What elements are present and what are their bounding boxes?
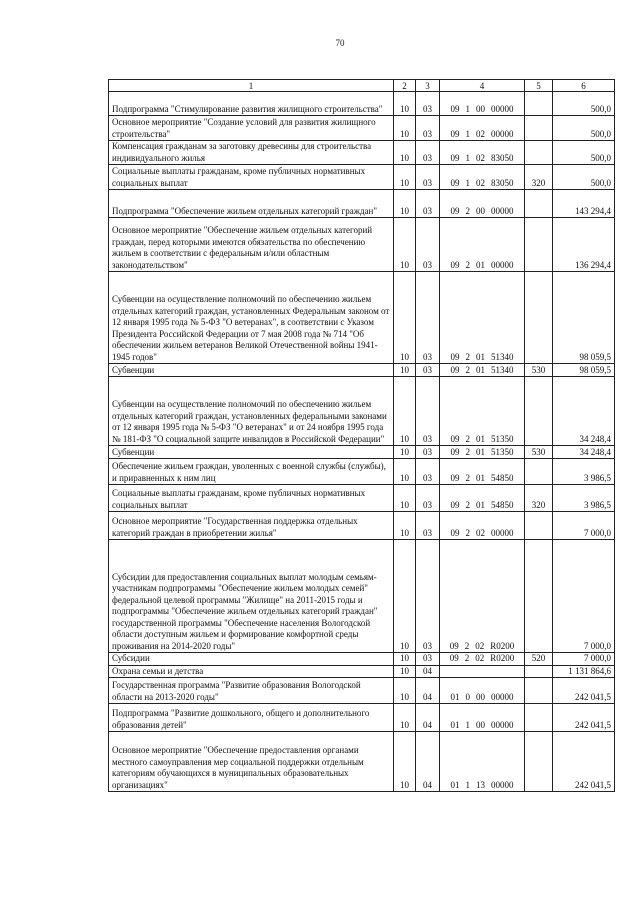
subsection-code: 03 [416, 116, 440, 141]
subsection-code: 03 [416, 446, 440, 459]
column-header: 3 [416, 80, 440, 92]
target-item-part: 00000 [491, 205, 514, 216]
table-body [109, 92, 615, 792]
amount: 7 000,0 [553, 512, 615, 540]
expense-type-code: 530 [525, 446, 553, 459]
target-item-part: 00000 [491, 103, 514, 114]
target-item-part: 01 [450, 719, 460, 730]
column-header: 6 [553, 80, 615, 92]
subsection-code: 03 [416, 485, 440, 512]
target-item-part: 01 [476, 364, 485, 375]
target-item-part: 2 [465, 351, 470, 362]
subsection-code: 03 [416, 540, 440, 653]
target-item-code [440, 364, 525, 377]
section-code: 10 [394, 732, 416, 792]
column-header: 2 [394, 80, 416, 92]
target-item-part: 1 [465, 152, 470, 163]
target-item-code [440, 704, 525, 732]
table-row [109, 459, 615, 485]
section-code: 10 [394, 364, 416, 377]
target-item-part: 09 [450, 499, 460, 510]
target-item-part: 51340 [491, 351, 514, 362]
target-item-part: 09 [450, 177, 460, 188]
target-item-part: 00 [476, 205, 485, 216]
row-name: Государственная программа "Развитие образования Вологодской области на 2013-2020 годы" [109, 678, 394, 704]
target-item-part: 09 [450, 152, 460, 163]
expense-type-code [525, 512, 553, 540]
row-name: Социальные выплаты гражданам, кроме публичных нормативных социальных выплат [109, 485, 394, 512]
amount: 3 986,5 [553, 485, 615, 512]
target-item-code [440, 540, 525, 653]
amount: 242 041,5 [553, 678, 615, 704]
section-code: 10 [394, 446, 416, 459]
target-item-part: 02 [476, 527, 485, 538]
target-item-part: 00 [476, 103, 485, 114]
amount: 98 059,5 [553, 364, 615, 377]
target-item-part: 51350 [491, 446, 514, 457]
row-name: Субвенции [109, 446, 394, 459]
table-row [109, 446, 615, 459]
amount: 34 248,4 [553, 446, 615, 459]
target-item-part: 01 [476, 446, 485, 457]
subsection-code: 03 [416, 377, 440, 446]
amount: 500,0 [553, 92, 615, 116]
target-item-part: 09 [450, 205, 460, 216]
subsection-code: 03 [416, 141, 440, 165]
row-name: Подпрограмма "Стимулирование развития жилищного строительства" [109, 92, 394, 116]
row-name: Субвенции [109, 364, 394, 377]
section-code: 10 [394, 218, 416, 272]
table-row [109, 732, 615, 792]
expense-type-code [525, 732, 553, 792]
section-code: 10 [394, 704, 416, 732]
table-row [109, 92, 615, 116]
target-item-part: 01 [476, 259, 485, 270]
target-item-part: 00 [476, 691, 485, 702]
target-item-code [440, 116, 525, 141]
target-item-part: 09 [449, 653, 459, 663]
expense-type-code [525, 459, 553, 485]
section-code: 10 [394, 141, 416, 165]
table-row [109, 190, 615, 218]
target-item-code [440, 732, 525, 792]
amount: 98 059,5 [553, 272, 615, 364]
expense-type-code [525, 678, 553, 704]
row-name: Субсидии [109, 653, 394, 666]
table-row [109, 272, 615, 364]
target-item-part: 13 [476, 779, 485, 790]
target-item-part: 09 [450, 446, 460, 457]
section-code: 10 [394, 92, 416, 116]
expense-type-code [525, 190, 553, 218]
amount: 500,0 [553, 116, 615, 141]
target-item-code [440, 512, 525, 540]
target-item-part: 2 [465, 499, 470, 510]
table-row [109, 218, 615, 272]
target-item-part: 01 [450, 691, 460, 702]
target-item-part: 2 [465, 446, 470, 457]
expense-type-code: 320 [525, 485, 553, 512]
target-item-part: 83050 [491, 152, 514, 163]
page-number: 70 [335, 38, 345, 48]
target-item-part: 2 [465, 472, 470, 483]
target-item-code [440, 165, 525, 190]
section-code: 10 [394, 272, 416, 364]
amount: 136 294,4 [553, 218, 615, 272]
target-item-part: 2 [465, 364, 470, 375]
target-item-part: 09 [450, 259, 460, 270]
subsection-code: 03 [416, 272, 440, 364]
target-item-code [440, 485, 525, 512]
target-item-part: R0200 [490, 653, 515, 663]
target-item-part: 00000 [491, 527, 514, 538]
section-code: 10 [394, 653, 416, 666]
expense-type-code [525, 540, 553, 653]
expense-type-code [525, 704, 553, 732]
section-code: 10 [394, 665, 416, 678]
row-name: Субсидии для предоставления социальных выплат молодым семьям-участникам подпрограммы "Обеспечение жильем молодых семей" федеральной целевой программы "Жилище" на 2011-2015 годы и подпрограммы "Обеспечение жильем отдельных категорий граждан" государственной программы "Обеспечение населения Вологодской области доступным жильем и формирование комфортной среды проживания на 2014-2020 годы" [109, 540, 394, 653]
target-item-part: 00000 [491, 719, 514, 730]
target-item-part: 09 [450, 527, 460, 538]
target-item-part: 01 [450, 779, 460, 790]
section-code: 10 [394, 678, 416, 704]
target-item-part: 51350 [491, 433, 514, 444]
target-item-part: 1 [465, 128, 470, 139]
target-item-part: 2 [465, 205, 470, 216]
target-item-part: 01 [476, 433, 485, 444]
target-item-part: 2 [465, 259, 470, 270]
row-name: Подпрограмма "Развитие дошкольного, общего и дополнительного образования детей" [109, 704, 394, 732]
target-item-code [440, 190, 525, 218]
target-item-part: 00000 [491, 259, 514, 270]
amount: 7 000,0 [553, 540, 615, 653]
section-code: 10 [394, 540, 416, 653]
row-name: Субвенции на осуществление полномочий по обеспечению жильем отдельных категорий граждан, установленных Федеральным законом от 12 января 1995 года № 5-ФЗ "О ветеранах", в соответствии с Указом Президента Российской Федерации от 7 мая 2008 года № 714 "Об обеспечении жильем ветеранов Великой Отечественной войны 1941-1945 годов" [109, 272, 394, 364]
subsection-code: 03 [416, 190, 440, 218]
column-header: 4 [440, 80, 525, 92]
subsection-code: 04 [416, 732, 440, 792]
target-item-part: 1 [465, 103, 470, 114]
section-code: 10 [394, 116, 416, 141]
table-row [109, 116, 615, 141]
table-row [109, 704, 615, 732]
row-name: Компенсация гражданам за заготовку древесины для строительства индивидуального жилья [109, 141, 394, 165]
table-row [109, 665, 615, 678]
target-item-part: 00000 [491, 779, 514, 790]
section-code: 10 [394, 459, 416, 485]
expense-type-code: 530 [525, 364, 553, 377]
table-row [109, 165, 615, 190]
section-code: 10 [394, 485, 416, 512]
target-item-code [440, 459, 525, 485]
target-item-part: 2 [465, 433, 470, 444]
row-name: Основное мероприятие "Обеспечение жильем отдельных категорий граждан, перед которыми имеются обязательства по обеспечению жильем в соответствии с федеральным и/или областным законодательством" [109, 218, 394, 272]
target-item-part: 02 [475, 640, 485, 651]
target-item-part: 1 [465, 719, 470, 730]
row-name: Основное мероприятие "Создание условий для развития жилищного строительства" [109, 116, 394, 141]
target-item-part: 02 [476, 152, 485, 163]
target-item-code [440, 141, 525, 165]
target-item-part: 09 [450, 433, 460, 444]
subsection-code: 03 [416, 364, 440, 377]
row-name: Основное мероприятие "Обеспечение предоставления органами местного самоуправления мер социальной поддержки отдельным категориям обучающихся в муниципальных образовательных организациях" [109, 732, 394, 792]
table-row [109, 678, 615, 704]
subsection-code: 03 [416, 92, 440, 116]
table-row [109, 364, 615, 377]
table-row [109, 512, 615, 540]
target-item-part: 09 [450, 364, 460, 375]
table-row [109, 653, 615, 666]
target-item-part: 54850 [491, 472, 514, 483]
subsection-code: 04 [416, 678, 440, 704]
target-item-part: R0200 [490, 640, 515, 651]
amount: 242 041,5 [553, 704, 615, 732]
column-header: 1 [109, 80, 394, 92]
expense-type-code [525, 218, 553, 272]
expense-type-code [525, 141, 553, 165]
expense-type-code [525, 116, 553, 141]
budget-table [108, 79, 615, 792]
target-item-part: 02 [476, 177, 485, 188]
table-row [109, 485, 615, 512]
expense-type-code [525, 377, 553, 446]
subsection-code: 03 [416, 459, 440, 485]
target-item-code [440, 218, 525, 272]
amount: 143 294,4 [553, 190, 615, 218]
amount: 34 248,4 [553, 377, 615, 446]
row-name: Основное мероприятие "Государственная поддержка отдельных категорий граждан в приобретении жилья" [109, 512, 394, 540]
target-item-part: 09 [449, 640, 459, 651]
column-header: 5 [525, 80, 553, 92]
subsection-code: 03 [416, 653, 440, 666]
target-item-part: 83050 [491, 177, 514, 188]
target-item-part: 2 [464, 640, 470, 651]
subsection-code: 03 [416, 218, 440, 272]
amount: 1 131 864,6 [553, 665, 615, 678]
amount: 3 986,5 [553, 459, 615, 485]
target-item-part: 51340 [491, 364, 514, 375]
row-name: Охрана семьи и детства [109, 665, 394, 678]
target-item-part: 00000 [491, 691, 514, 702]
subsection-code: 04 [416, 704, 440, 732]
section-code: 10 [394, 512, 416, 540]
row-name: Обеспечение жильем граждан, уволенных с военной службы (службы), и приравненных к ним лиц [109, 459, 394, 485]
target-item-part: 02 [475, 653, 485, 663]
row-name: Субвенции на осуществление полномочий по обеспечению жильем отдельных категорий граждан, установленных федеральными законами от 12 января 1995 года № 5-ФЗ "О ветеранах" и от 24 ноября 1995 года № 181-ФЗ "О социальной защите инвалидов в Российской Федерации" [109, 377, 394, 446]
target-item-part: 54850 [491, 499, 514, 510]
section-code: 10 [394, 190, 416, 218]
target-item-code [440, 92, 525, 116]
section-code: 10 [394, 377, 416, 446]
target-item-part: 1 [465, 779, 470, 790]
table-row [109, 540, 615, 653]
subsection-code: 03 [416, 165, 440, 190]
target-item-code [440, 665, 525, 678]
target-item-part: 02 [476, 128, 485, 139]
table-row [109, 377, 615, 446]
expense-type-code [525, 272, 553, 364]
target-item-code [440, 272, 525, 364]
target-item-part: 0 [465, 691, 470, 702]
subsection-code: 03 [416, 512, 440, 540]
amount: 500,0 [553, 165, 615, 190]
section-code: 10 [394, 165, 416, 190]
target-item-part: 09 [450, 351, 460, 362]
target-item-part: 01 [476, 351, 485, 362]
expense-type-code [525, 92, 553, 116]
target-item-code [440, 446, 525, 459]
table-header-row [109, 80, 615, 92]
target-item-part: 00 [476, 719, 485, 730]
amount: 7 000,0 [553, 653, 615, 666]
expense-type-code: 320 [525, 165, 553, 190]
target-item-part: 09 [450, 128, 460, 139]
target-item-code [440, 678, 525, 704]
target-item-part: 2 [465, 527, 470, 538]
subsection-code: 04 [416, 665, 440, 678]
amount: 500,0 [553, 141, 615, 165]
row-name: Социальные выплаты гражданам, кроме публичных нормативных социальных выплат [109, 165, 394, 190]
target-item-code [440, 377, 525, 446]
expense-type-code [525, 665, 553, 678]
target-item-part: 2 [464, 653, 470, 663]
target-item-part: 1 [465, 177, 470, 188]
target-item-part: 00000 [491, 128, 514, 139]
target-item-code [440, 653, 525, 666]
row-name: Подпрограмма "Обеспечение жильем отдельных категорий граждан" [109, 190, 394, 218]
target-item-part: 01 [476, 472, 485, 483]
amount: 242 041,5 [553, 732, 615, 792]
expense-type-code: 520 [525, 653, 553, 666]
target-item-part: 01 [476, 499, 485, 510]
target-item-part: 09 [450, 103, 460, 114]
table-row [109, 141, 615, 165]
target-item-part: 09 [450, 472, 460, 483]
